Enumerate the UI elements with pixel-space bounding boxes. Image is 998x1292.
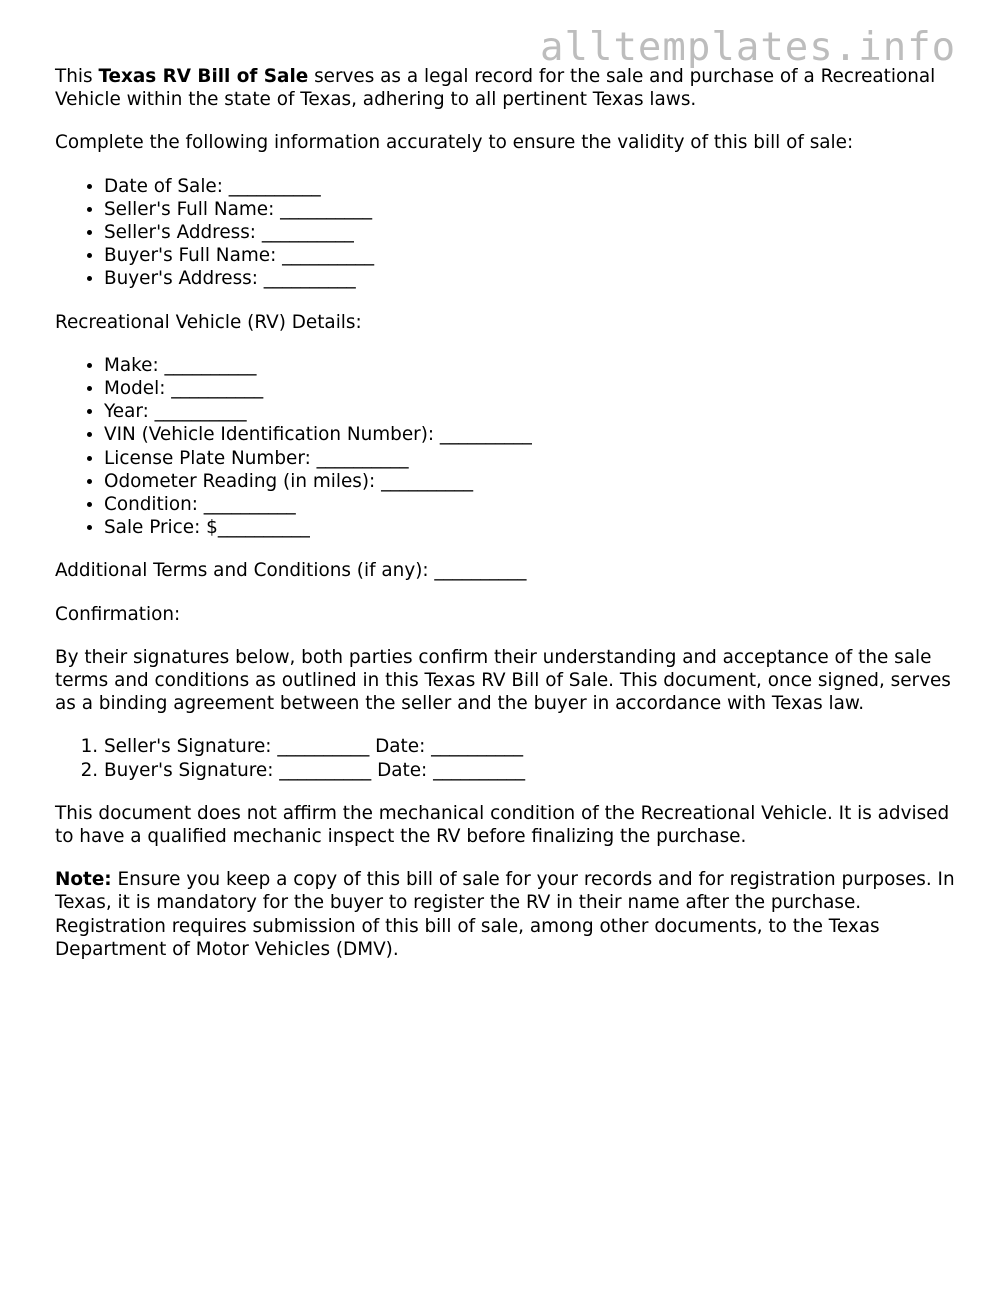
field-seller-full-name: • Seller's Full Name: __________ [104,198,955,221]
field-seller-address: • Seller's Address: __________ [104,221,955,244]
rv-details-heading: Recreational Vehicle (RV) Details: [55,311,362,333]
intro-paragraph [55,65,955,111]
field-condition: • Condition: __________ [104,493,955,516]
confirmation-paragraph: By their signatures below, both parties confirm their understanding and acceptance of the sale terms and conditions as outlined in this Texas RV Bill of Sale. This document, once signed, serves as a binding agreement between the seller and the buyer in accordance with Texas law. [55,646,951,715]
confirmation-heading: Confirmation: [55,603,181,625]
field-date-of-sale: • Date of Sale: __________ [104,175,955,198]
seller-signature-line: 1. Seller's Signature: __________ Date: __________ [104,735,955,758]
disclaimer-paragraph: This document does not affirm the mechanical condition of the Recreational Vehicle. It is advised to have a qualified mechanic inspect the RV before finalizing the purchase. [55,802,950,848]
note-paragraph [55,868,955,961]
field-license-plate: • License Plate Number: __________ [104,447,955,470]
field-sale-price: • Sale Price: $__________ [104,516,955,539]
field-year: • Year: __________ [104,400,955,423]
bill-of-sale-document [55,65,955,981]
additional-terms: Additional Terms and Conditions (if any): __________ [55,560,527,582]
field-vin: • VIN (Vehicle Identification Number): __________ [104,423,955,446]
intro-suffix: serves as a legal record for the sale and purchase of a Recreational Vehicle within the state of Texas, adhering to all pertinent Texas laws. [55,66,936,111]
signatures-list [55,735,955,781]
field-make: • Make: __________ [104,354,955,377]
document-title: Texas RV Bill of Sale [98,66,309,87]
note-text: Ensure you keep a copy of this bill of sale for your records and for registration purposes. In Texas, it is mandatory for the buyer to register the RV in their name after the purchase. Registration requires submission of this bill of sale, among other documents, to the Texas Department of Motor Vehicles (DMV). [55,869,955,960]
field-model: • Model: __________ [104,377,955,400]
buyer-signature-line: 2. Buyer's Signature: __________ Date: __________ [104,759,955,782]
field-buyer-full-name: • Buyer's Full Name: __________ [104,244,955,267]
intro-prefix: This [55,66,99,87]
field-odometer: • Odometer Reading (in miles): __________ [104,470,955,493]
watermark: alltemplates.info [540,25,957,70]
party-fields-list [55,175,955,291]
instructions-paragraph: Complete the following information accurately to ensure the validity of this bill of sale: [55,132,854,154]
field-buyer-address: • Buyer's Address: __________ [104,267,955,290]
rv-fields-list [55,354,955,540]
note-label: Note: [55,869,112,891]
